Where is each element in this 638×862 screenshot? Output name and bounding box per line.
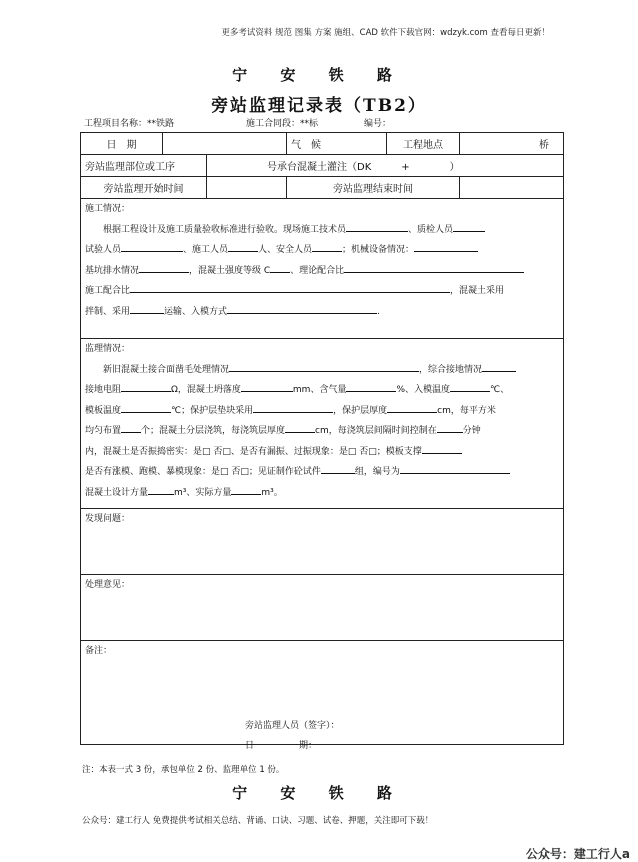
problems-section[interactable]: [81, 509, 564, 575]
handling-row: [81, 575, 564, 641]
form-title: 旁站监理记录表（TB2）: [211, 96, 427, 116]
blank[interactable]: [121, 240, 183, 252]
construction-text: 、质检人员: [408, 224, 454, 235]
blank[interactable]: [437, 421, 463, 433]
construction-line-2: [85, 240, 559, 261]
supervision-line-7: [85, 483, 559, 504]
supervision-text: 内，混凝土是否振捣密实：是□ 否□、是否有漏振、过振现象：是□ 否□；模板支撑: [85, 446, 422, 457]
organization-name: 宁 安 铁 路: [232, 66, 406, 84]
supervision-text: m³、实际方量: [174, 487, 232, 498]
blank[interactable]: [130, 302, 164, 314]
supervision-line-4: [85, 421, 559, 442]
supervision-text: ℃；保护层垫块采用: [171, 405, 254, 416]
construction-text: 人、安全人员: [258, 245, 313, 255]
blank[interactable]: [482, 360, 516, 372]
supervision-text: ，综合接地情况: [419, 364, 483, 375]
watermark: 公众号：建工行人a: [525, 847, 630, 861]
construction-text: ，混凝土采用: [450, 286, 505, 296]
construction-text: 、施工人员: [183, 245, 229, 255]
construction-text: 试验人员: [85, 245, 122, 255]
blank[interactable]: [253, 401, 333, 413]
blank[interactable]: [422, 442, 462, 454]
construction-text: ，混凝土强度等级 C: [189, 265, 271, 276]
blank[interactable]: [231, 483, 261, 495]
supervision-text: Ω，混凝土坍落度: [171, 385, 241, 395]
weather-label: [287, 133, 387, 155]
handling-section[interactable]: [81, 575, 564, 641]
location-suffix: 桥: [539, 140, 549, 151]
construction-section: [81, 199, 564, 339]
blank[interactable]: [312, 240, 342, 252]
contract-section-label: 施工合同段：**标: [246, 119, 319, 129]
blank[interactable]: [241, 380, 293, 392]
part-label: 旁站监理部位或工序: [81, 155, 207, 177]
construction-text: 、理论配合比: [290, 265, 345, 276]
remarks-heading: 备注：: [85, 646, 113, 656]
supervision-text: 混凝土设计方量: [85, 487, 149, 498]
supervision-line-2: [85, 380, 559, 401]
end-time-label: 旁站监理结束时间: [287, 177, 460, 199]
supervision-form-table: [80, 132, 564, 745]
time-row: [81, 177, 564, 199]
construction-line-1: [85, 220, 559, 241]
blank[interactable]: [453, 220, 485, 232]
construction-row: [81, 199, 564, 339]
construction-heading: 施工情况：: [85, 204, 131, 214]
construction-text: 运输、入模方式: [164, 306, 228, 317]
construction-text: 根据工程设计及施工质量验收标准进行验收。现场施工技术员: [85, 224, 347, 235]
supervision-line-3: [85, 401, 559, 422]
blank[interactable]: [270, 261, 290, 273]
supervision-heading: 监理情况：: [85, 344, 131, 354]
blank[interactable]: [450, 380, 490, 392]
construction-line-3: [85, 261, 559, 282]
supervision-row: [81, 339, 564, 509]
blank[interactable]: [130, 281, 450, 293]
signature-date-label: 日 期：: [245, 741, 318, 751]
construction-text: 拌制、采用: [85, 306, 131, 317]
supervision-text: 分钟: [462, 426, 481, 436]
supervision-text: 是否有涨模、跑模、暴模现象：是□ 否□；见证制作砼试件: [85, 467, 321, 477]
supervision-text: cm，每浇筑层间隔时间控制在: [315, 426, 437, 436]
supervision-text: 模板温度: [85, 405, 122, 416]
construction-text: 基坑排水情况: [85, 265, 140, 276]
problems-heading: 发现问题：: [85, 514, 131, 524]
part-row: [81, 155, 564, 177]
supervision-line-5: [85, 442, 559, 463]
start-time-label: 旁站监理开始时间: [81, 177, 207, 199]
construction-line-4: [85, 281, 559, 302]
blank[interactable]: [139, 261, 189, 273]
supervision-section: [81, 339, 564, 509]
blank[interactable]: [344, 261, 524, 273]
part-value[interactable]: 号承台混凝土灌注（DK + ）: [207, 155, 564, 177]
supervision-line-6: [85, 462, 559, 483]
blank[interactable]: [387, 401, 437, 413]
supervision-text: 新旧混凝土接合面凿毛处理情况: [85, 364, 230, 375]
location-label: 工程地点: [387, 133, 460, 155]
blank[interactable]: [121, 380, 171, 392]
date-label: 日 期: [81, 133, 163, 155]
supervision-text: 均匀布置: [85, 426, 122, 436]
blank[interactable]: [321, 462, 355, 474]
supervision-text: m³。: [261, 487, 283, 498]
blank[interactable]: [227, 302, 377, 314]
blank[interactable]: [346, 380, 396, 392]
supervision-text: 组，编号为: [354, 467, 400, 477]
location-field[interactable]: [460, 133, 564, 155]
problems-row: [81, 509, 564, 575]
supervision-text: %、入模温度: [396, 385, 451, 395]
supervision-text: 接地电阻: [85, 385, 122, 395]
footer-note: 注：本表一式 3 份，承包单位 2 份、监理单位 1 份。: [82, 765, 285, 775]
header-note: 更多考试资料 规范 图集 方案 施组、CAD 软件下载官网：wdzyk.com 查看每日更新！: [221, 28, 550, 38]
construction-text: 施工配合比: [85, 286, 131, 296]
handling-heading: 处理意见：: [85, 580, 131, 590]
start-time-field[interactable]: [207, 177, 287, 199]
number-label: 编号：: [364, 119, 392, 129]
construction-line-5: 拌制、采用 运输、入模方式 .: [85, 302, 559, 323]
date-field[interactable]: [163, 133, 287, 155]
date-row: [81, 133, 564, 155]
blank[interactable]: [400, 462, 510, 474]
blank[interactable]: [148, 483, 174, 495]
supervisor-signature-label: 旁站监理人员（签字）：: [245, 721, 340, 731]
supervision-text: cm，每平方米: [437, 405, 496, 416]
blank[interactable]: [229, 360, 419, 372]
project-name-label: 工程项目名称：**铁路: [84, 119, 175, 129]
organization-name-footer: 宁 安 铁 路: [232, 784, 406, 802]
supervision-text: ℃、: [490, 385, 510, 395]
weather-label-text: 气 候: [291, 140, 321, 151]
construction-text: ；机械设备情况：: [342, 245, 415, 255]
supervision-text: ，保护层厚度: [333, 405, 388, 416]
blank[interactable]: [414, 240, 478, 252]
blank[interactable]: [228, 240, 258, 252]
blank[interactable]: [121, 421, 141, 433]
blank[interactable]: [121, 401, 171, 413]
supervision-line-1: [85, 360, 559, 381]
wechat-note: 公众号：建工行人 免费提供考试相关总结、背诵、口诀、习题、试卷、押题，关注即可下载！: [82, 816, 434, 826]
supervision-text: 个；混凝土分层浇筑，每浇筑层厚度: [141, 426, 286, 436]
end-time-field[interactable]: [460, 177, 564, 199]
blank[interactable]: [346, 220, 408, 232]
supervision-text: mm、含气量: [292, 385, 347, 395]
blank[interactable]: [285, 421, 315, 433]
